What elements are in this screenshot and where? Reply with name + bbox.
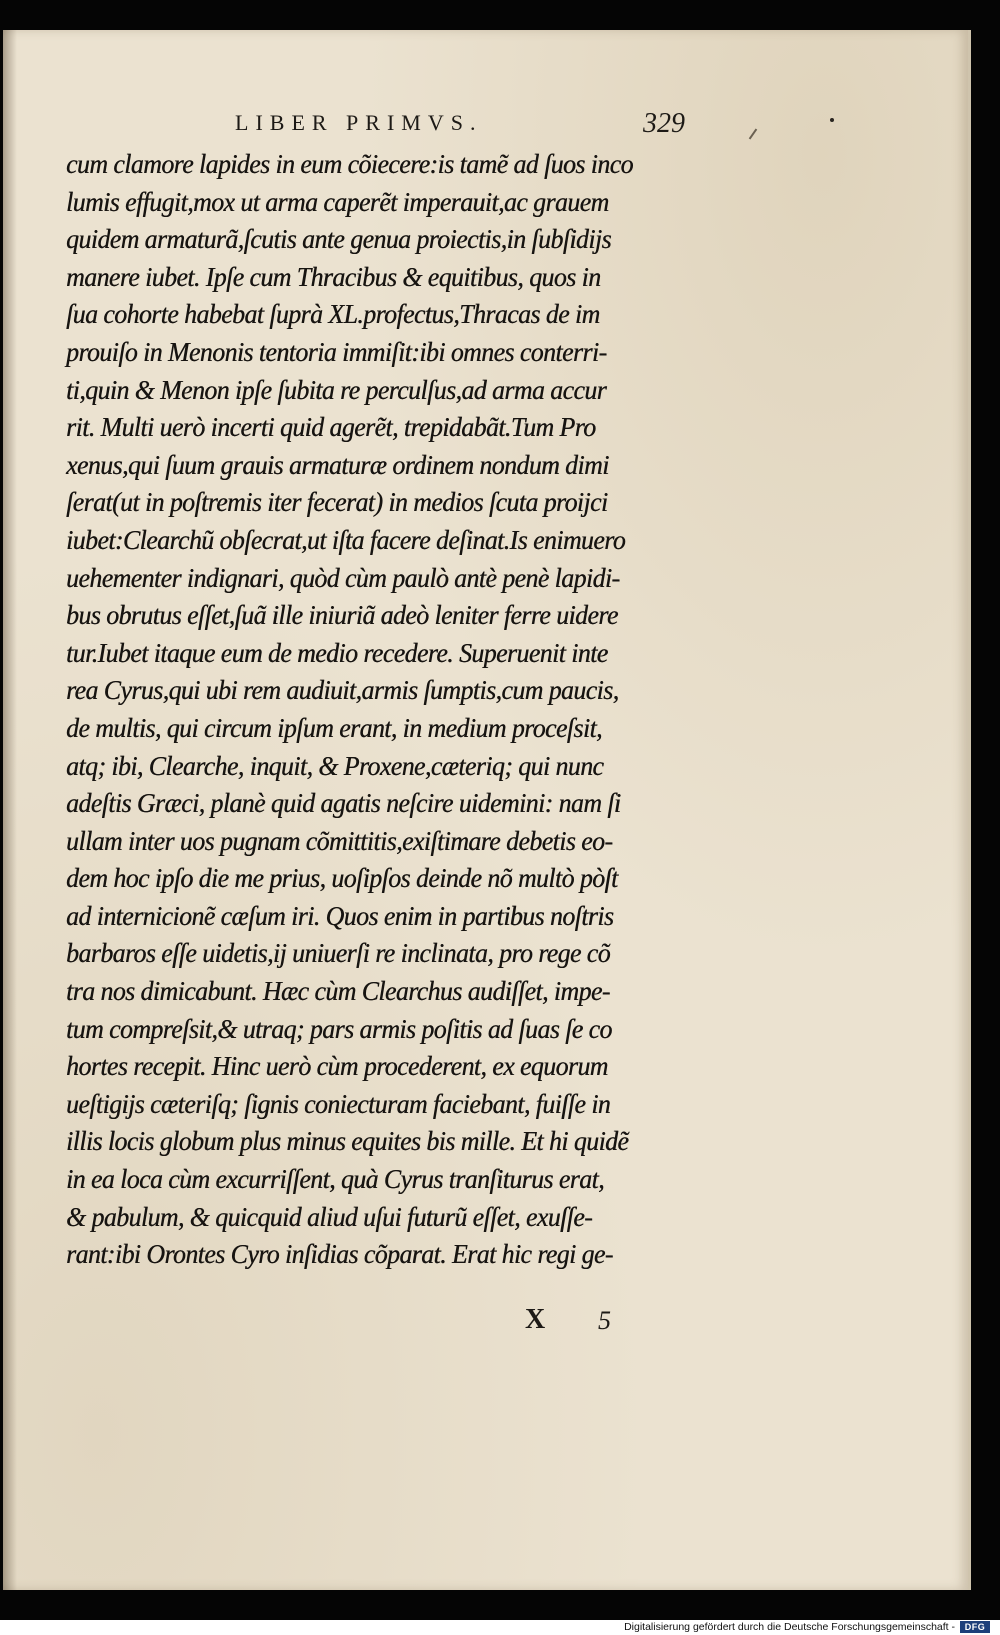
dfg-logo: DFG	[960, 1621, 990, 1633]
text-line: tur.Iubet itaque eum de medio recedere. Superuenit inte	[66, 637, 608, 668]
text-line: manere iubet. Ipſe cum Thracibus & equitibus, quos in	[66, 261, 601, 292]
text-line: in ea loca cùm excurriſſent, quà Cyrus tranſiturus erat,	[66, 1164, 605, 1195]
text-line: dem hoc ipſo die me prius, uoſipſos deinde nõ multò pòſt	[66, 863, 618, 894]
text-line: ad internicionẽ cæſum iri. Quos enim in partibus noſtris	[66, 900, 614, 931]
text-line: adeſtis Græci, planè quid agatis neſcire uidemini: nam ſi	[66, 788, 621, 819]
text-line: xenus,qui ſuum grauis armaturæ ordinem nondum dimi	[66, 449, 609, 480]
text-line: atq; ibi, Clearche, inquit, & Proxene,cæteriq; qui nunc	[66, 750, 604, 781]
page-number: 329	[643, 108, 685, 139]
running-head: LIBER PRIMVS.	[235, 110, 483, 135]
text-line: uehementer indignari, quòd cùm paulò antè penè lapidi-	[66, 562, 620, 593]
signature-mark: X	[525, 1304, 548, 1335]
text-line: lumis effugit,mox ut arma caperẽt imperauit,ac grauem	[66, 186, 609, 217]
funding-credit: Digitalisierung gefördert durch die Deutsche Forschungsgemeinschaft -	[624, 1621, 955, 1633]
text-line: barbaros eſſe uidetis,ij uniuerſi re inclinata, pro rege cõ	[66, 938, 610, 969]
text-line: rit. Multi uerò incerti quid agerẽt, trepidabãt.Tum Pro	[66, 412, 596, 443]
text-line: rea Cyrus,qui ubi rem audiuit,armis ſumptis,cum paucis,	[66, 675, 619, 706]
text-line: & pabulum, & quicquid aliud uſui futurũ eſſet, exuſſe-	[66, 1201, 593, 1232]
text-line: de multis, qui circum ipſum erant, in medium proceſsit,	[66, 712, 602, 743]
text-line: ueſtigijs cæteriſq; ſignis coniecturam faciebant, fuiſſe in	[66, 1088, 611, 1119]
signature-number: 5	[598, 1306, 611, 1335]
page-gutter-shadow	[3, 30, 17, 1590]
text-line: ſerat(ut in poſtremis iter fecerat) in medios ſcuta proijci	[66, 487, 608, 518]
text-line: rant:ibi Orontes Cyro inſidias cõparat. Erat hic regi ge-	[66, 1239, 613, 1270]
text-line: ſua cohorte habebat ſuprà XL.profectus,Thracas de im	[66, 299, 600, 330]
text-line: ti,quin & Menon ipſe ſubita re perculſus,ad arma accur	[66, 374, 607, 405]
text-line: prouiſo in Menonis tentoria immiſit:ibi omnes conterri-	[66, 336, 607, 367]
text-line: bus obrutus eſſet,ſuã ille iniuriã adeò leniter ferre uidere	[66, 600, 618, 631]
body-text	[66, 146, 726, 1274]
text-line: iubet:Clearchũ obſecrat,ut iſta facere deſinat.Is enimuero	[66, 524, 626, 555]
text-line: tra nos dimicabunt. Hæc cùm Clearchus audiſſet, impe-	[66, 976, 610, 1007]
text-line: ullam inter uos pugnam cõmittitis,exiſtimare debetis eo-	[66, 825, 613, 856]
text-line: illis locis globum plus minus equites bis mille. Et hi quidẽ	[66, 1126, 629, 1157]
text-line: hortes recepit. Hinc uerò cùm procederent, ex equorum	[66, 1051, 608, 1082]
text-line: quidem armaturã,ſcutis ante genua proiectis,in ſubſidijs	[66, 224, 611, 255]
text-line: tum compreſsit,& utraq; pars armis poſitis ad ſuas ſe co	[66, 1013, 612, 1044]
ink-speck	[830, 118, 834, 122]
text-line: cum clamore lapides in eum cõiecere:is tamẽ ad ſuos inco	[66, 149, 633, 179]
